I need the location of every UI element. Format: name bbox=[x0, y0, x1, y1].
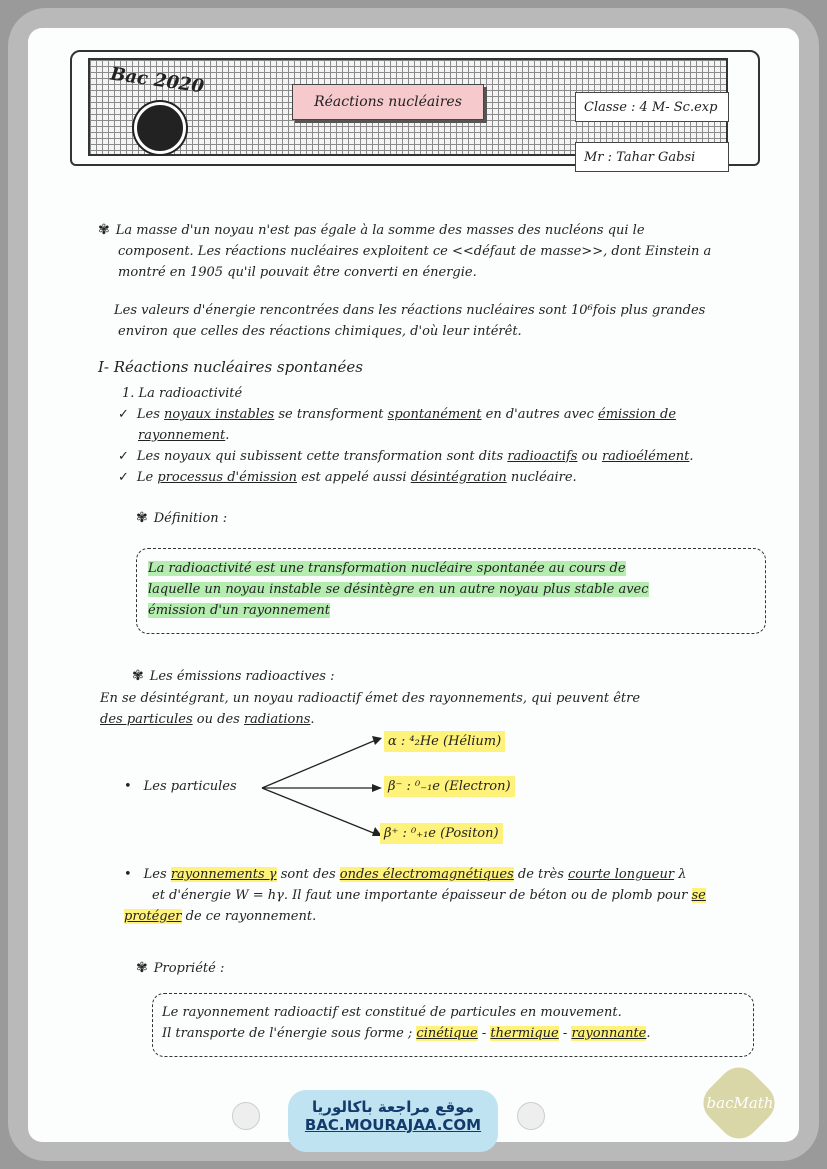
list-item: ✓ Les noyaux qui subissent cette transformation sont dits radioactifs ou radioélément. bbox=[118, 449, 694, 464]
list-item: ✓ Le processus d'émission est appelé aussi désintégration nucléaire. bbox=[118, 470, 577, 485]
subsection-heading: 1. La radioactivité bbox=[122, 386, 243, 401]
site-logo-icon bbox=[232, 1102, 260, 1130]
flower-bullet-icon: ✾ bbox=[136, 510, 148, 526]
flower-bullet-icon: ✾ bbox=[132, 668, 144, 684]
intro-paragraph-1: ✾ La masse d'un noyau n'est pas égale à la somme des masses des nucléons qui le composent. Les réactions nucléaires exploitent ce <<défaut de masse>>, dont Einstein a montré en 1905 qu'il pouvait être converti en énergie. bbox=[98, 222, 712, 280]
flower-bullet-icon: ✾ bbox=[98, 222, 110, 238]
check-icon: ✓ bbox=[118, 470, 129, 485]
gamma-paragraph: • Les rayonnements γ sont des ondes électromagnétiques de très courte longueur λ et d'énergie W = hγ. Il faut une importante épaisseur de béton ou de plomb pour se protéger de ce rayonnement. bbox=[124, 867, 706, 924]
class-label: Classe : 4 M- Sc.exp bbox=[575, 92, 729, 122]
site-logo-icon bbox=[517, 1102, 545, 1130]
section-heading: I- Réactions nucléaires spontanées bbox=[98, 358, 363, 376]
check-icon: ✓ bbox=[118, 407, 129, 422]
page-title: Réactions nucléaires bbox=[292, 84, 484, 120]
bacmath-badge-text: bacMath bbox=[706, 1094, 774, 1112]
footer-link[interactable]: BAC.MOURAJAA.COM bbox=[304, 1116, 482, 1134]
branch-arrows bbox=[258, 730, 388, 840]
alpha-particle: α : ⁴₂He (Hélium) bbox=[384, 731, 505, 752]
definition-heading: ✾ Définition : bbox=[136, 510, 228, 526]
check-icon: ✓ bbox=[118, 449, 129, 464]
emissions-intro: En se désintégrant, un noyau radioactif émet des rayonnements, qui peuvent être des particules ou des radiations. bbox=[100, 691, 641, 727]
flower-bullet-icon: ✾ bbox=[136, 960, 148, 976]
bullet-list: ✓ Les noyaux instables se transforment spontanément en d'autres avec émission de rayonnement. ✓ Les noyaux qui subissent cette transformation sont dits radioactifs ou radioélément. ✓ Le processus d'émission est appelé aussi désintégration nucléaire. bbox=[118, 404, 778, 488]
teacher-label: Mr : Tahar Gabsi bbox=[575, 142, 729, 172]
intro-paragraph-2: Les valeurs d'énergie rencontrées dans les réactions nucléaires sont 10⁶fois plus grandes environ que celles des réactions chimiques, d'où leur intérêt. bbox=[114, 303, 706, 339]
beta-plus-particle: β⁺ : ⁰₊₁e (Positon) bbox=[380, 823, 503, 844]
emissions-heading: ✾ Les émissions radioactives : bbox=[132, 668, 335, 684]
definition-text: La radioactivité est une transformation nucléaire spontanée au cours de laquelle un noyau instable se désintègre en un autre noyau plus stable avec émission d'un rayonnement bbox=[148, 561, 649, 618]
footer-arabic-title: موقع مراجعة باكالوريا bbox=[312, 1098, 474, 1116]
emblem-icon bbox=[134, 102, 186, 154]
header-logo-text: Bac 2020 bbox=[108, 63, 206, 98]
property-heading: ✾ Propriété : bbox=[136, 960, 225, 976]
beta-minus-particle: β⁻ : ⁰₋₁e (Electron) bbox=[384, 776, 515, 797]
property-text: Le rayonnement radioactif est constitué de particules en mouvement. Il transporte de l'énergie sous forme ; cinétique - thermique - rayonnante. bbox=[162, 1005, 651, 1041]
footer-banner[interactable] bbox=[288, 1090, 498, 1152]
list-item: ✓ Les noyaux instables se transforment spontanément en d'autres avec émission de bbox=[118, 407, 677, 422]
particles-label: • Les particules bbox=[124, 779, 237, 794]
